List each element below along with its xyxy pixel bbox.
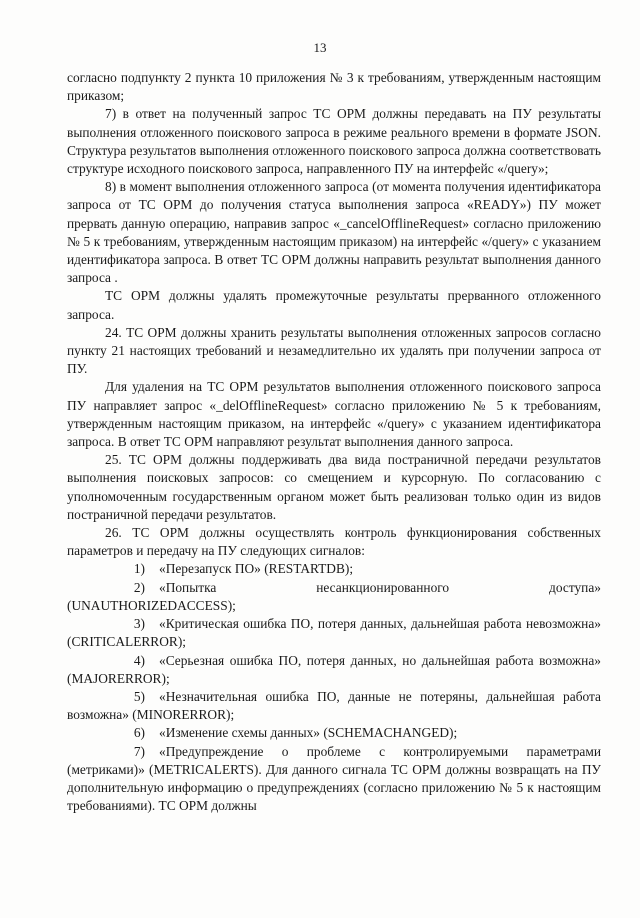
signal-item-5 [67,688,601,724]
signal-text: «Критическая ошибка ПО, потеря данных, дальнейшая работа невозможна» (CRITICALERROR); [67,616,601,650]
signal-item-6 [67,724,601,742]
paragraph-delete-results: Для удаления на ТС ОРМ результатов выполнения отложенного поискового запроса ПУ направляет запрос «_delOfflineRequest» согласно приложению № 5 к требованиям, утвержденным настоящим приказом, на интерфейс «/query» с указанием идентификатора запроса. В ответ ТС ОРМ направляют результат выполнения данного запроса. [67,379,601,450]
signal-number: 3) [133,616,145,632]
signal-item-1 [67,560,601,578]
signal-number: 6) [133,725,145,741]
signal-item-7 [67,743,601,816]
paragraph-continuation: согласно подпункту 2 пункта 10 приложения № 3 к требованиям, утвержденным настоящим приказом; [67,70,601,104]
page-number: 13 [313,40,327,55]
signal-text: «Незначительная ошибка ПО, данные не потеряны, дальнейшая работа возможна» (MINORERROR); [67,688,601,723]
signal-item-2 [67,579,601,597]
signal-text-part: несанкционированного [316,579,450,595]
signal-text-part: «Попытка [159,579,217,595]
signal-text: «Изменение схемы данных» (SCHEMACHANGED); [159,725,458,741]
paragraph-clause-25: 25. ТС ОРМ должны поддерживать два вида постраничной передачи результатов выполнения поисковых запросов: со смещением и курсорную. По согласованию с уполномоченным государственным органом может быть реализован только один из видов постраничной передачи результатов. [67,452,601,522]
signal-item-4 [67,652,601,688]
paragraph-delete-intermediate: ТС ОРМ должны удалять промежуточные результаты прерванного отложенного запроса. [67,288,601,322]
signal-text: «Предупреждение о проблеме с контролируемыми параметрами (метриками)» (METRICALERTS). Для данного сигнала ТС ОРМ должны возвращать на ПУ дополнительную информацию о предупреждениях (согласно приложению № 5 к настоящим требованиями). ТС ОРМ должны [67,743,601,814]
paragraph-item-8: 8) в момент выполнения отложенного запроса (от момента получения идентификатора запроса от ТС ОРМ до получения статуса выполнения запроса «READY») ПУ может прервать данную операцию, направив запрос «_cancelOfflineRequest» согласно приложению № 5 к требованиям, утвержденным настоящим приказом) на интерфейс «/query» с указанием идентификатора запроса. В ответ ТС ОРМ должны направить результат выполнения данного запроса . [67,179,601,286]
signal-number: 7) [133,743,145,759]
signal-text: «Серьезная ошибка ПО, потеря данных, но дальнейшая работа возможна» (MAJORERROR); [67,652,601,686]
signal-text: «Перезапуск ПО» (RESTARTDB); [159,561,354,577]
signal-number: 5) [133,688,145,704]
paragraph-clause-24: 24. ТС ОРМ должны хранить результаты выполнения отложенных запросов согласно пункту 21 настоящих требований и незамедлительно их удалять при получении запроса от ПУ. [67,324,601,377]
signal-text-part: доступа» [549,579,601,595]
signal-item-3 [67,615,601,651]
signal-number: 2) [133,579,145,595]
paragraph-item-7: 7) в ответ на полученный запрос ТС ОРМ должны передавать на ПУ результаты выполнения отложенного поискового запроса в режиме реального времени в формате JSON. Структура результатов выполнения отложенного поискового запроса должна соответствовать структуре исходного поискового запроса, направленного ПУ на интерфейс «/query»; [67,106,601,177]
paragraph-clause-26: 26. ТС ОРМ должны осуществлять контроль функционирования собственных параметров и передачу на ПУ следующих сигналов: [67,525,601,559]
signal-number: 1) [133,561,145,577]
signal-number: 4) [133,652,145,668]
signal-item-2-continuation: (UNAUTHORIZEDACCESS); [67,597,236,613]
document-body [67,69,601,815]
